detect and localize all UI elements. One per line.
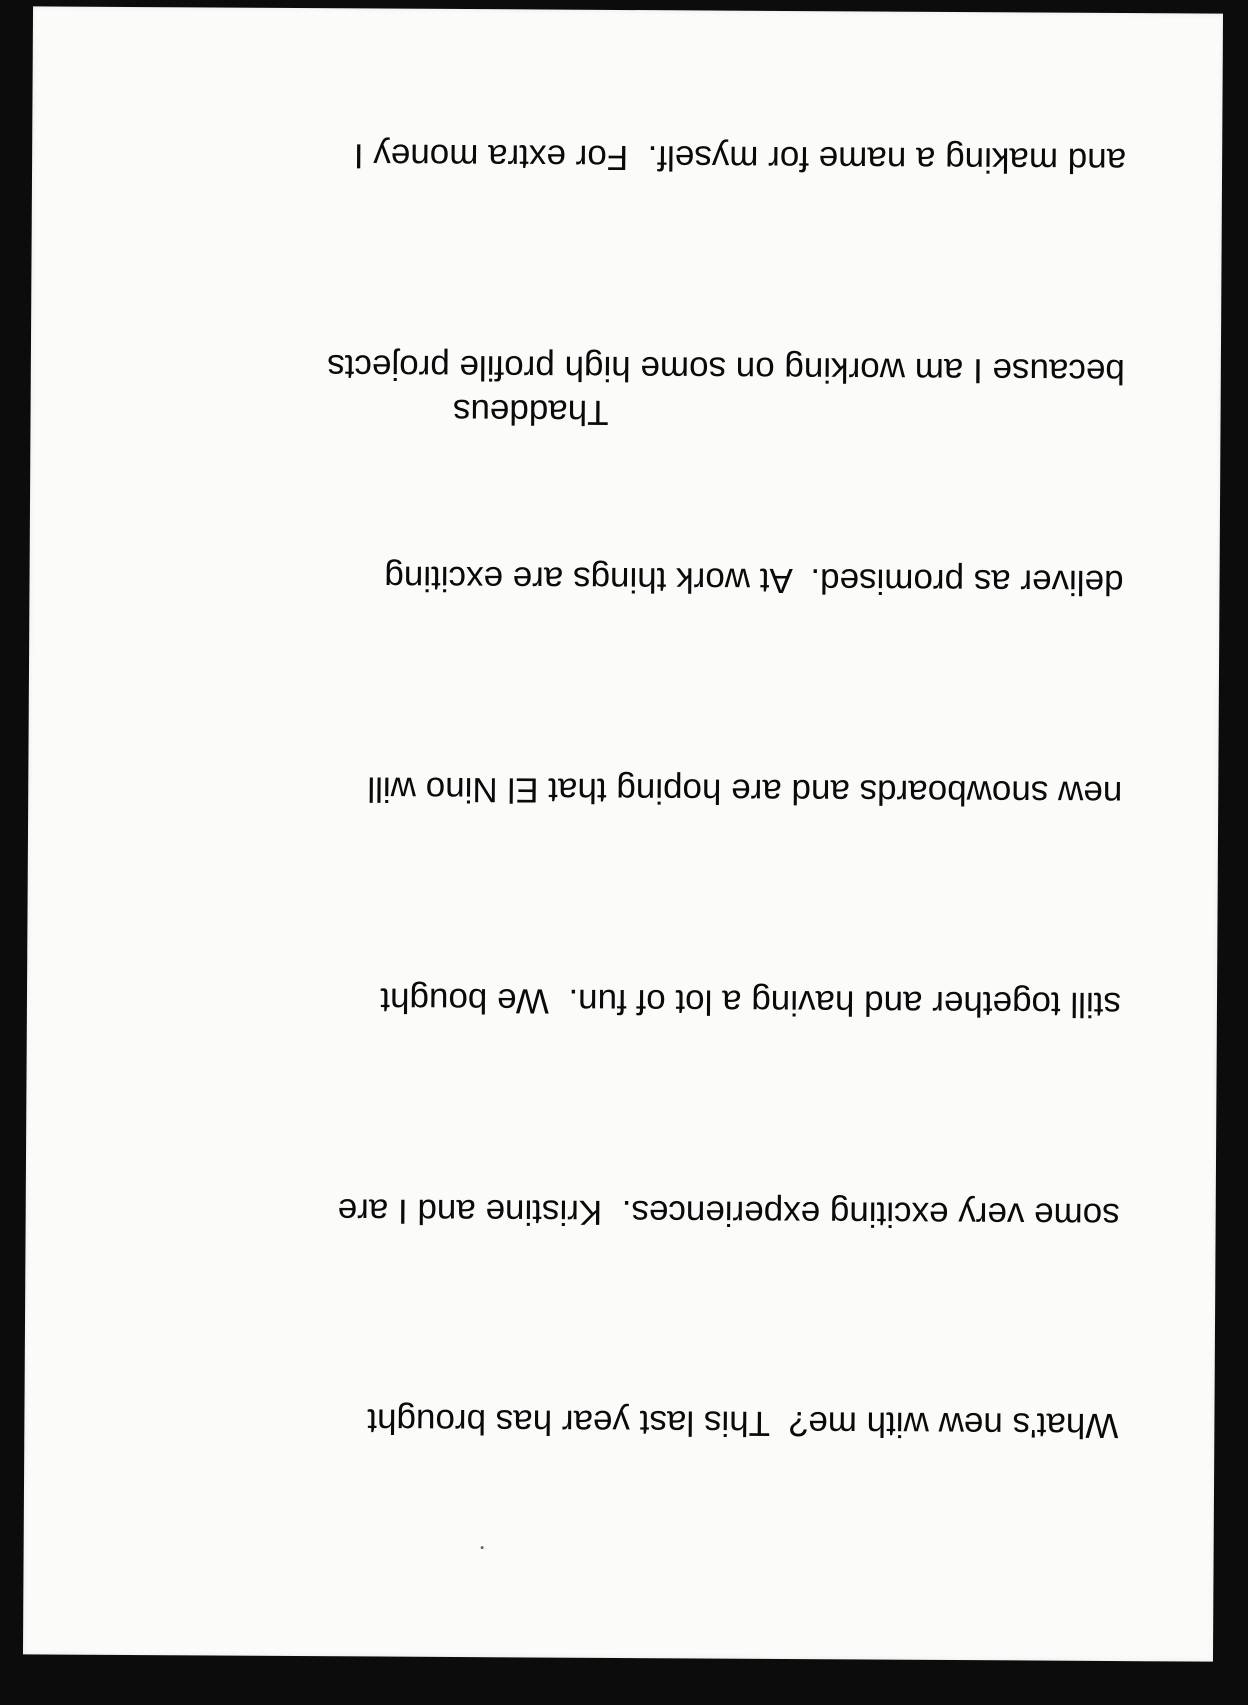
paper-sheet xyxy=(23,6,1223,1661)
letter-line: What's new with me? This last year has brought xyxy=(367,1401,1119,1446)
letter-upside-down xyxy=(23,6,1223,1661)
letter-line: because I am working on some high profile projects xyxy=(327,347,1125,392)
letter-line: deliver as promised. At work things are exciting xyxy=(384,558,1124,602)
letter-body xyxy=(117,0,1141,1601)
letter-line: some very exciting experiences. Kristine and I are xyxy=(337,1190,1120,1235)
letter-line: and making a name for myself. For extra money I xyxy=(353,136,1127,181)
dust-speck xyxy=(481,1546,484,1549)
signature: Thaddeus xyxy=(452,391,609,432)
letter-line: still together and having a lot of fun. We bought xyxy=(380,980,1122,1024)
letter-line: new snowboards and are hoping that El Nino will xyxy=(367,769,1123,813)
